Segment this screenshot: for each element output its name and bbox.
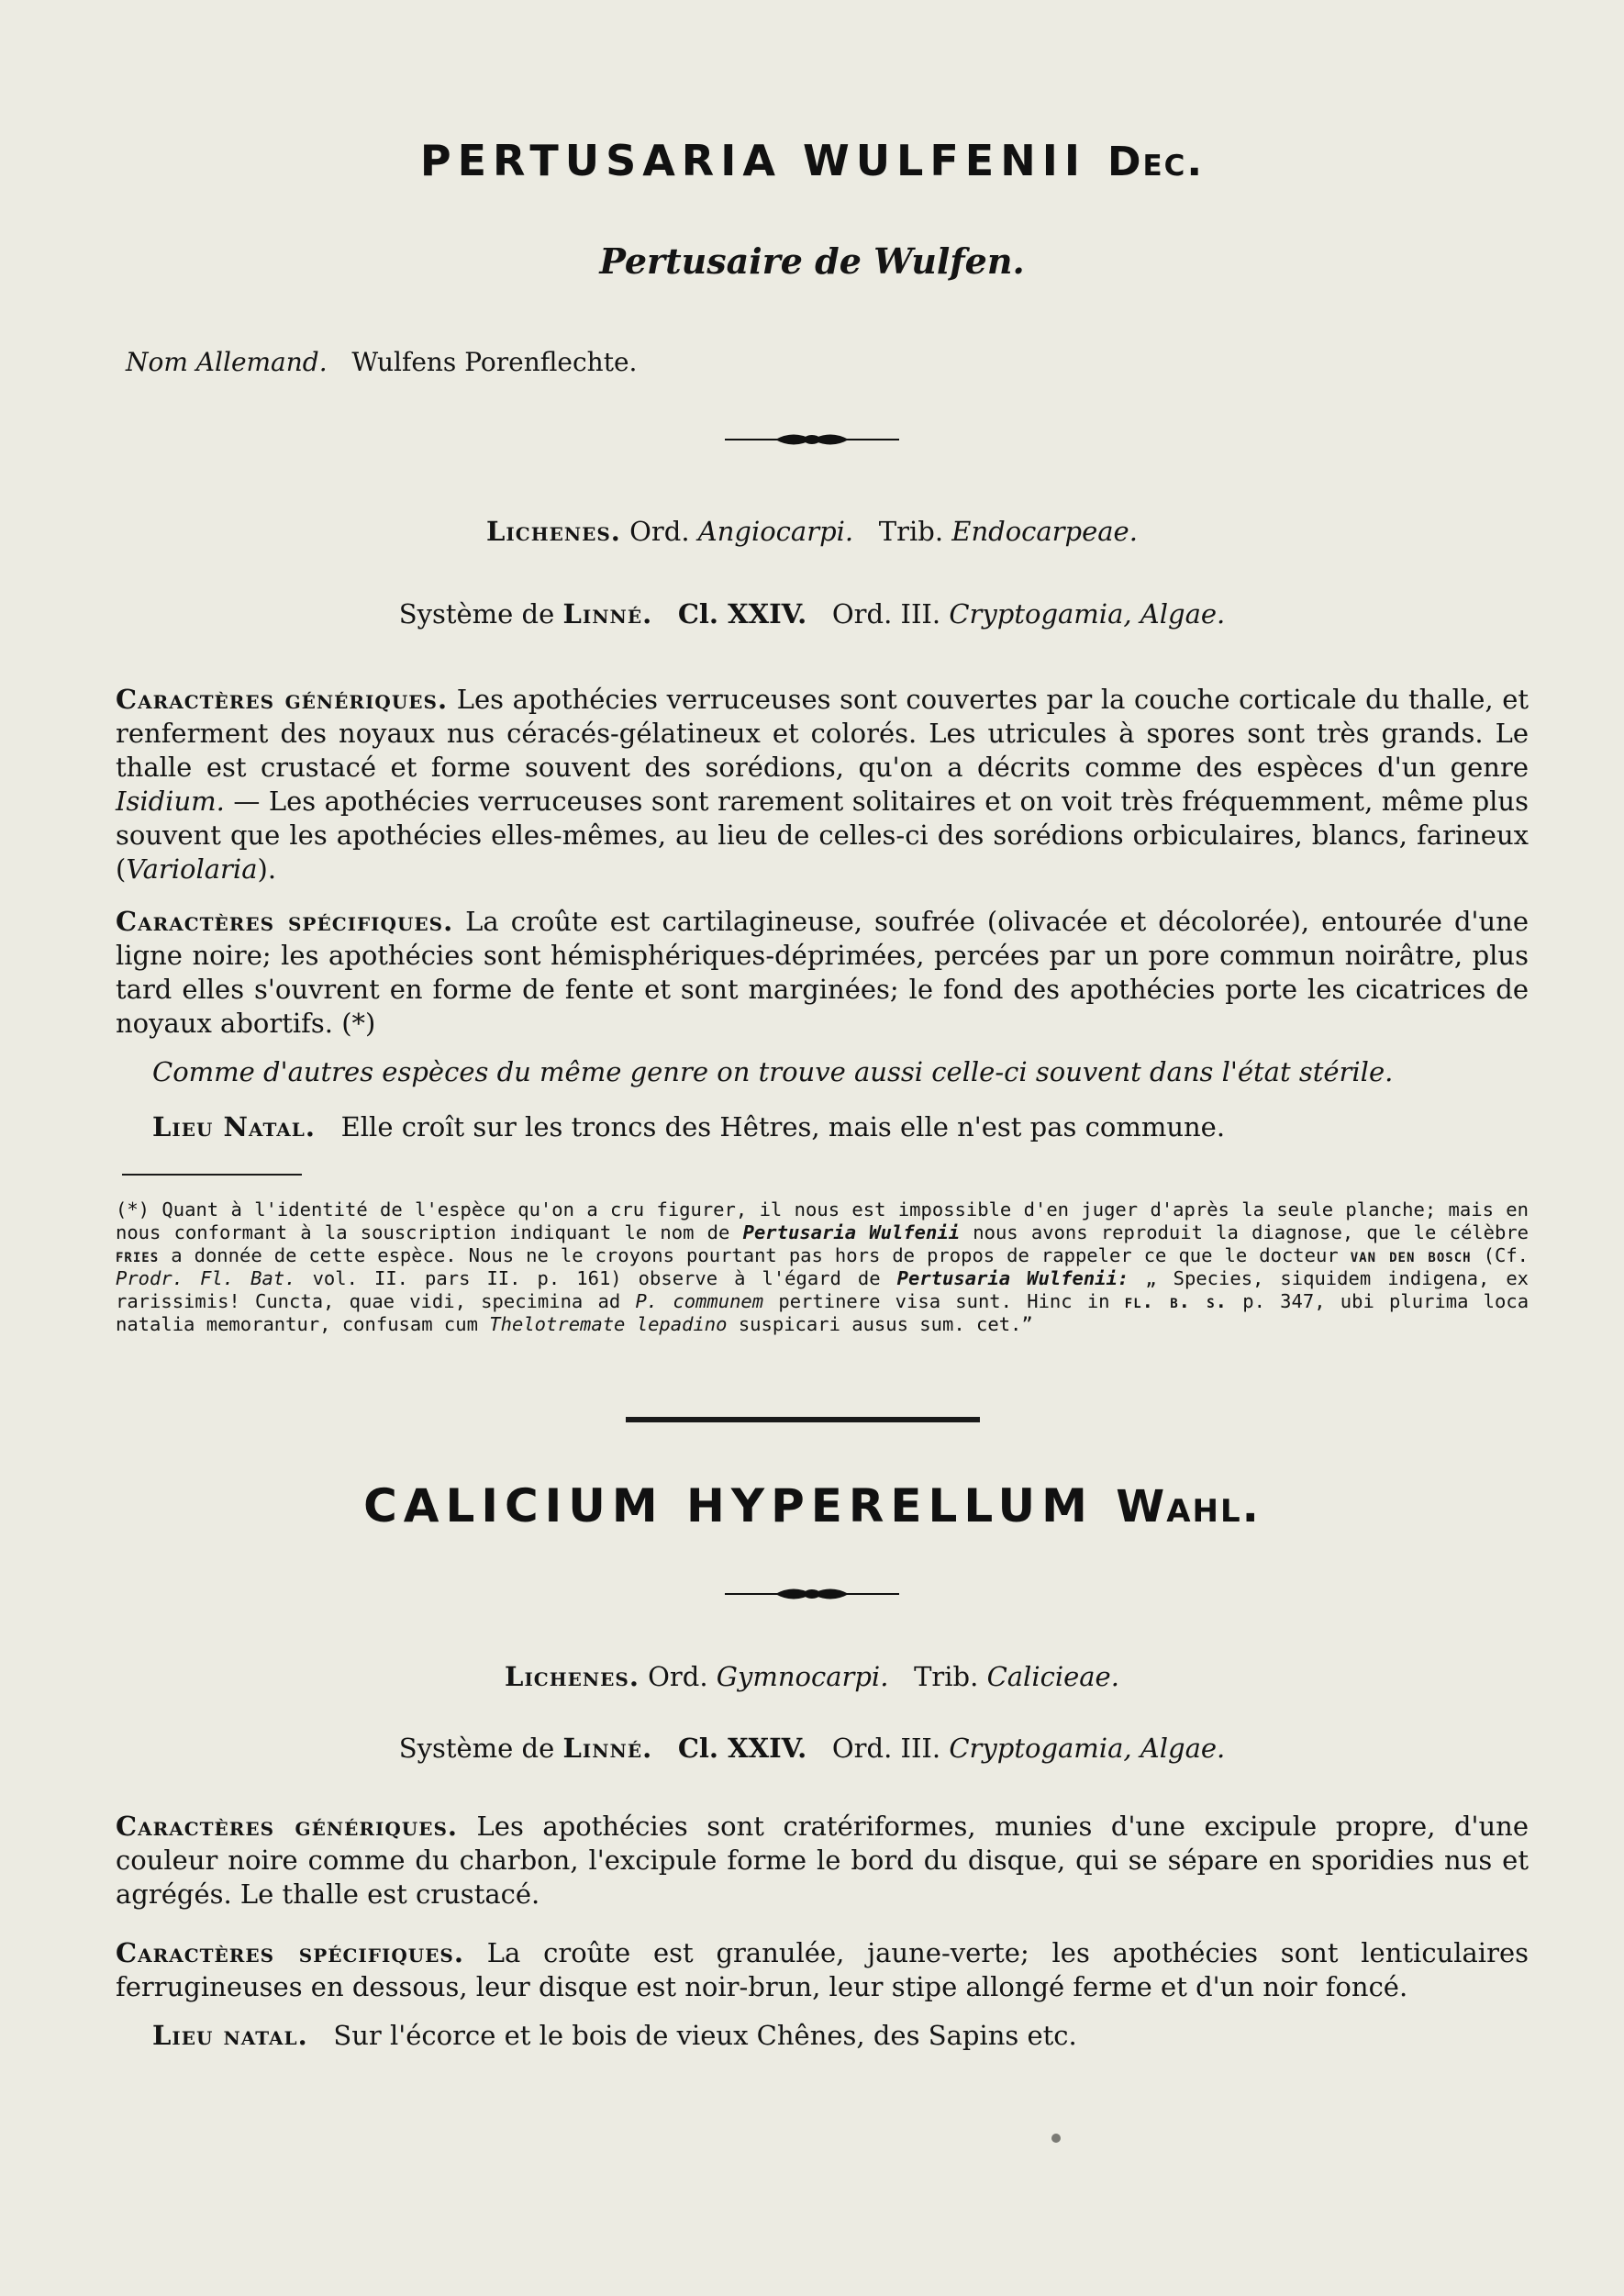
page-speck [1051, 2134, 1061, 2143]
lieu-label: Lieu natal. [152, 2020, 308, 2051]
section-divider-rule [626, 1417, 980, 1422]
gen-text: Les apothécies sont cratériformes, munies d'une excipule propre, d'une couleur noire comme du charbon, l'excipule forme le bord du disque, qui se sépare en sporidies nus et agrégés. Le thalle est crustacé. [116, 1811, 1529, 1910]
entry1-nom [126, 347, 637, 377]
linne-label: Linné. [562, 1733, 653, 1764]
cryptogamia: Cryptogamia, [949, 598, 1132, 630]
ord-label: Ord. [629, 516, 690, 547]
spec-text: La croûte est cartilagineuse, soufrée (olivacée et décolorée), entourée d'une ligne noire; les apothécies sont hémisphériques-déprimées, percées par un pore commun noirâtre, plus tard elles s'ouvrent en forme de fente et sont marginées; le fond des apothécies porte les cicatrices de noyaux abortifs. (*) [116, 906, 1529, 1039]
trib-value: Calicieae. [986, 1661, 1119, 1692]
trib-value: Endocarpeae. [951, 516, 1138, 547]
footnote-part: vol. II. pars II. p. 161) observe à l'égard de [312, 1267, 881, 1289]
lieu-text: Sur l'écorce et le bois de vieux Chênes, des Sapins etc. [333, 2020, 1077, 2051]
nom-value: Wulfens Porenflechte. [351, 347, 638, 377]
footnote-part: p. 347, ubi plurima loca natalia memorantur, confusam cum [116, 1290, 1529, 1335]
class-label: Cl. XXIV. [677, 1733, 807, 1764]
footnote-part: „ Species, siquidem indigena, ex rarissimis! Cuncta, quae vidi, specimina ad [116, 1267, 1529, 1312]
ornament-divider-1 [720, 426, 904, 453]
gen-text-2: — Les apothécies verruceuses sont rarement solitaires et on voit très fréquemment, même plus souvent que les apothécies elles-mêmes, au lieu de celles-ci des sorédions orbiculaires, blancs, farineux ( [116, 786, 1529, 885]
entry1-specific-characters [116, 905, 1529, 1041]
trib-label: Trib. [914, 1661, 979, 1692]
lichenes-label: Lichenes. [486, 516, 621, 547]
footnote-part: fl. b. s. [1124, 1290, 1228, 1312]
trib-label: Trib. [878, 516, 944, 547]
nom-label: Nom Allemand. [126, 347, 328, 377]
order-label: Ord. III. [831, 1733, 941, 1764]
order-label: Ord. III. [831, 598, 941, 630]
linne-label: Linné. [562, 598, 653, 630]
entry2-author: Wahl. [1116, 1481, 1261, 1533]
footnote-part: P. communem [635, 1290, 764, 1312]
lichenes-label: Lichenes. [505, 1661, 640, 1692]
gen-label: Caractères génériques. [116, 684, 449, 715]
gen-text-3: ). [257, 853, 277, 885]
entry1-title-text: PERTUSARIA WULFENII [419, 136, 1086, 185]
entry2-systeme [0, 1733, 1624, 1764]
entry2-generic-characters [116, 1810, 1529, 1911]
footnote-part: a donnée de cette espèce. Nous ne le croyons pourtant pas hors de propos de rappeler ce que le docteur [171, 1244, 1339, 1266]
footnote-part: Thelotremate lepadino [489, 1313, 728, 1335]
footnote-part: (*) Quant à l'identité de l'espèce qu'on a cru figurer, il nous est impossible d'en juger d'après la seule planche; mais en nous conformant à la souscription indiquant le nom de [116, 1198, 1529, 1243]
entry2-taxonomy [0, 1661, 1624, 1692]
entry1-systeme [0, 598, 1624, 630]
spec-label: Caractères spécifiques. [116, 906, 454, 937]
ord-value: Angiocarpi. [697, 516, 854, 547]
algae: Algae. [1140, 598, 1226, 630]
class-label: Cl. XXIV. [677, 598, 807, 630]
footnote-part: Pertusaria Wulfenii: [896, 1267, 1129, 1289]
ornament-divider-2 [720, 1580, 904, 1608]
footnote-part: suspicari ausus sum. cet.” [738, 1313, 1033, 1335]
footnote-part: nous avons reproduit la diagnose, que le célèbre [973, 1221, 1529, 1243]
footnote-part: (Cf. [1483, 1244, 1529, 1266]
cryptogamia: Cryptogamia, [949, 1733, 1132, 1764]
gen-text-1: Les apothécies verruceuses sont couvertes par la couche corticale du thalle, et renferment des noyaux nus céracés-gélatineux et colorés. Les utricules à spores sont très grands. Le thalle est crustacé et forme souvent des sorédions, qu'on a décrits comme des espèces d'un genre [116, 684, 1529, 783]
lieu-label: Lieu Natal. [152, 1111, 316, 1142]
footnote-part: Prodr. Fl. Bat. [116, 1267, 296, 1289]
entry2-lieu [152, 2019, 1529, 2053]
entry1-footnote [116, 1198, 1529, 1336]
footnote-part: Pertusaria Wulfenii [742, 1221, 961, 1243]
entry2-title-text: CALICIUM HYPERELLUM [363, 1479, 1094, 1533]
entry2-title [0, 1479, 1624, 1533]
entry1-comme-note: Comme d'autres espèces du même genre on trouve aussi celle-ci souvent dans l'état stérile. [152, 1056, 1394, 1087]
algae: Algae. [1140, 1733, 1226, 1764]
gen-label: Caractères génériques. [116, 1811, 458, 1842]
footnote-rule [122, 1174, 302, 1176]
footnote-part: van den bosch [1350, 1244, 1472, 1266]
entry1-generic-characters [116, 683, 1529, 886]
systeme-label: Système de [398, 598, 555, 630]
gen-isidium: Isidium. [116, 786, 225, 817]
lieu-text: Elle croît sur les troncs des Hêtres, mais elle n'est pas commune. [340, 1111, 1226, 1142]
entry1-lieu [152, 1110, 1529, 1144]
entry2-specific-characters [116, 1936, 1529, 2004]
footnote-part: pertinere visa sunt. Hinc in [778, 1290, 1110, 1312]
entry1-title [0, 136, 1624, 185]
entry1-subtitle: Pertusaire de Wulfen. [599, 240, 1025, 282]
systeme-label: Système de [398, 1733, 555, 1764]
spec-label: Caractères spécifiques. [116, 1937, 464, 1968]
ord-value: Gymnocarpi. [716, 1661, 889, 1692]
gen-variolaria: Variolaria [126, 853, 258, 885]
footnote-part: fries [116, 1244, 160, 1266]
spec-text: La croûte est granulée, jaune-verte; les apothécies sont lenticulaires ferrugineuses en dessous, leur disque est noir-brun, leur stipe allongé ferme et d'un noir foncé. [116, 1937, 1529, 2002]
ord-label: Ord. [648, 1661, 708, 1692]
entry1-author: Dec. [1107, 139, 1205, 185]
entry1-taxonomy [0, 516, 1624, 547]
